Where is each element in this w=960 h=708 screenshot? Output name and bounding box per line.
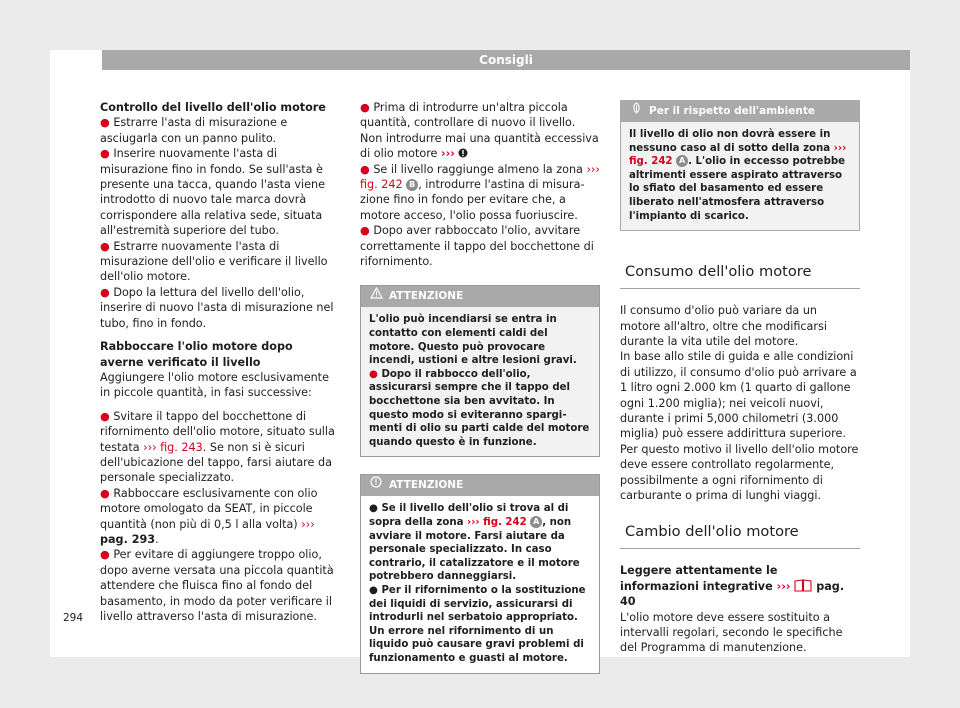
environment-box (620, 100, 860, 231)
section-title: Cambio dell'olio motore (625, 523, 799, 541)
list-item: ● Se il livello raggiunge almeno la zona ››› fig. 242 B , introdurre l'astina di misurazione fino in fondo per evitare che, a motore acceso, l'olio possa fuoriuscire. (360, 162, 600, 222)
cross-ref-arrow: ››› (441, 147, 455, 161)
label-a-badge: A (676, 155, 688, 167)
page-link[interactable]: pag. 40 (620, 579, 845, 609)
column-1 (100, 100, 340, 624)
paragraph: Leggere attentamente le informazioni integrative ››› pag. 40 (620, 564, 845, 609)
heading-oil-check: Controllo del livello dell'olio motore (100, 101, 326, 114)
list-item: ● Dopo il rabbocco dell'olio, assicurarsi sempre che il tappo del bocchettone sia ben avvitato. In questo modo si eviteranno spargimenti di olio su parti calde del motore quando questo è in funzione. (369, 368, 590, 448)
list-item: ● Dopo aver rabboccato l'olio, avvitare correttamente il tappo del bocchettone di rifornimento. (360, 224, 594, 269)
page (50, 50, 910, 664)
list-item: ● Per il rifornimento o la sostituzione dei liquidi di servizio, assicurarsi di introdurli nel serbatoio appropriato. Un errore nel rifornimento di un liquido può causare gravi problemi di funzionamento e guasti al motore. (369, 584, 586, 664)
warning-box-body (361, 496, 599, 672)
list-item: ● Rabboccare esclusivamente con olio motore omologato da SEAT, in piccole quantità (non più di 0,5 l alla volta) ››› pag. 293. (100, 486, 318, 546)
cross-ref-arrow: ››› (586, 162, 600, 176)
figure-link[interactable]: fig. 242 (629, 156, 673, 168)
page-link[interactable]: pag. 293 (100, 532, 156, 546)
figure-link[interactable]: fig. 243 (160, 440, 203, 454)
list-item: ● Svitare il tappo del bocchettone di rifornimento dell'olio motore, situato sulla testata ››› fig. 243. Se non si è sicuri dell'ubicazione del tappo, farsi aiutare da personale specializzato. (100, 409, 335, 485)
column-2 (360, 100, 600, 674)
paragraph: L'olio motore deve essere sostituito a intervalli regolari, secondo le specifiche del Programma di manutenzione. (620, 610, 843, 655)
figure-link[interactable]: fig. 242 (483, 517, 527, 528)
label-a-badge: A (530, 516, 542, 528)
cross-ref-arrow: ››› (143, 440, 157, 454)
list-item: ● Per evitare di aggiungere troppo olio, dopo averne versata una piccola quantità attendere che fluisca fino al fondo del basamento, in modo da poter verificare il livello attraverso l'asta di misurazione. (100, 548, 334, 623)
figure-link[interactable]: fig. 242 (360, 178, 403, 192)
label-b-badge: B (406, 179, 418, 191)
warning-box-fire (360, 285, 600, 457)
section-oil-change (620, 523, 860, 549)
paragraph: In base allo stile di guida e alle condizioni di utilizzo, il consumo d'olio può arrivare a 1 litro ogni 2.000 km (1 quarto di gallone ogni 1.200 miglia); nei veicoli nuovi, durante i primi 5,000 chilometri (3.000 miglia) può essere addirittura superiore. Per questo motivo il livello dell'olio motore deve essere controllato regolarmente, possibilmente a ogni rifornimento di carburante o prima di lunghi viaggi. (620, 350, 859, 503)
list-item: ● Se il livello dell'olio si trova al di sopra della zona ››› fig. 242 A , non avviare il motore. Farsi aiutare da personale specializzato. In caso contrario, il catalizzatore e il motore potrebbero danneggiarsi. (369, 503, 580, 583)
page-number: 294 (63, 612, 84, 624)
section-title: Consumo dell'olio motore (625, 263, 812, 281)
book-reference-icon (794, 579, 812, 592)
environment-box-body: Il livello di olio non dovrà essere in nessuno caso al di sotto della zona ››› fig. 242 A . L'olio in eccesso potrebbe altrimenti essere aspirato attraverso lo sfiato del basamento ed essere liberato nell'atmosfera attraverso l'impianto di scarico. (621, 122, 859, 230)
list-item: ● Inserire nuovamente l'asta di misurazione fino in fondo. Se sull'asta è presente una tacca, quando l'asta viene introdotto di nuovo tale marca dovrà corrispondere alla relativa sede, situata all'estremità superiore del tubo. (100, 147, 325, 238)
warning-triangle-icon (367, 286, 385, 307)
info-circle-icon (367, 475, 385, 496)
list-item: ● Estrarre nuovamente l'asta di misurazione dell'olio e verificare il livello dell'olio motore. (100, 239, 328, 284)
cross-ref-arrow: ››› (833, 142, 847, 154)
warning-box-level (360, 474, 600, 673)
environment-box-header: Per il rispetto dell'ambiente (621, 101, 859, 122)
heading-oil-topup: Rabboccare l'olio motore dopo averne verificato il livello (100, 340, 293, 369)
warning-box-header: ATTENZIONE (361, 286, 599, 307)
section-oil-consumption (620, 263, 860, 289)
paragraph: Il consumo d'olio può variare da un motore all'altro, oltre che modificarsi durante la vita utile del motore. (620, 304, 827, 348)
cross-ref-arrow: ››› (467, 517, 480, 528)
list-item: ● Dopo la lettura del livello dell'olio, inserire di nuovo l'asta di misurazione nel tubo, fino in fondo. (100, 285, 334, 330)
leaf-icon (627, 101, 645, 122)
list-item: ● Prima di introdurre un'altra piccola quantità, controllare di nuovo il livello. Non introdurre mai una quantità eccessiva di olio motore ››› (360, 101, 599, 161)
list-item: ● Estrarre l'asta di misurazione e asciugarla con un panno pulito. (100, 116, 288, 145)
cross-ref-arrow: ››› (776, 579, 791, 593)
column-3 (620, 100, 860, 656)
page-header: Consigli (102, 50, 910, 70)
warning-box-header: ATTENZIONE (361, 475, 599, 496)
intro-text: Aggiungere l'olio motore esclusivamente in piccole quantità, in fasi successive: (100, 370, 329, 400)
warning-box-body: L'olio può incendiarsi se entra in contatto con elementi caldi del motore. Questo può provocare incendi, ustioni e altre lesioni gravi. ● Dopo il rabbocco dell'olio, assicurarsi sempre che il tappo del bocchettone sia ben avvitato. In questo modo si eviteranno spargimenti di olio su parti calde del motore quando questo è in funzione. (361, 307, 599, 456)
cross-ref-arrow: ››› (301, 517, 315, 531)
warning-marker-icon (458, 148, 468, 158)
